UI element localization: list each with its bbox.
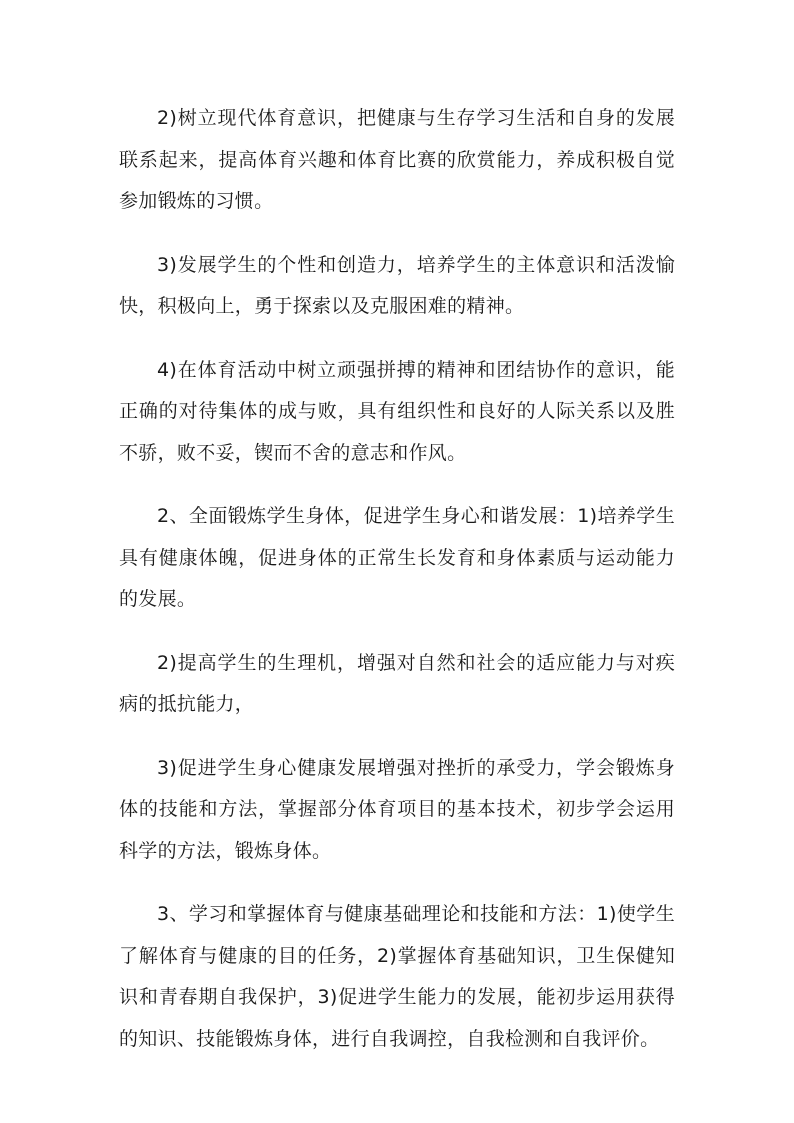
paragraph-6: 3)促进学生身心健康发展增强对挫折的承受力，学会锻炼身体的技能和方法，掌握部分体育项目的基本技术，初步学会运用科学的方法，锻炼身体。	[119, 756, 675, 862]
paragraph-2: 3)发展学生的个性和创造力，培养学生的主体意识和活泼愉快，积极向上，勇于探索以及克服困难的精神。	[119, 253, 675, 317]
paragraph-1: 2)树立现代体育意识，把健康与生存学习生活和自身的发展联系起来，提高体育兴趣和体育比赛的欣赏能力，养成积极自觉参加锻炼的习惯。	[119, 107, 675, 212]
paragraph-3: 4)在体育活动中树立顽强拼搏的精神和团结协作的意识，能正确的对待集体的成与败，具有组织性和良好的人际关系以及胜不骄，败不妥，锲而不舍的意志和作风。	[119, 358, 675, 464]
paragraph-7: 3、学习和掌握体育与健康基础理论和技能和方法：1)使学生了解体育与健康的目的任务，2)掌握体育基础知识，卫生保健知识和青春期自我保护，3)促进学生能力的发展，能初步运用获得的知识、技能锻炼身体，进行自我调控，自我检测和自我评价。	[119, 903, 675, 1050]
document-body	[119, 98, 675, 1082]
paragraph-4: 2、全面锻炼学生身体，促进学生身心和谐发展：1)培养学生具有健康体魄，促进身体的正常生长发育和身体素质与运动能力的发展。	[119, 505, 675, 610]
paragraph-5: 2)提高学生的生理机，增强对自然和社会的适应能力与对疾病的抵抗能力，	[119, 651, 675, 715]
